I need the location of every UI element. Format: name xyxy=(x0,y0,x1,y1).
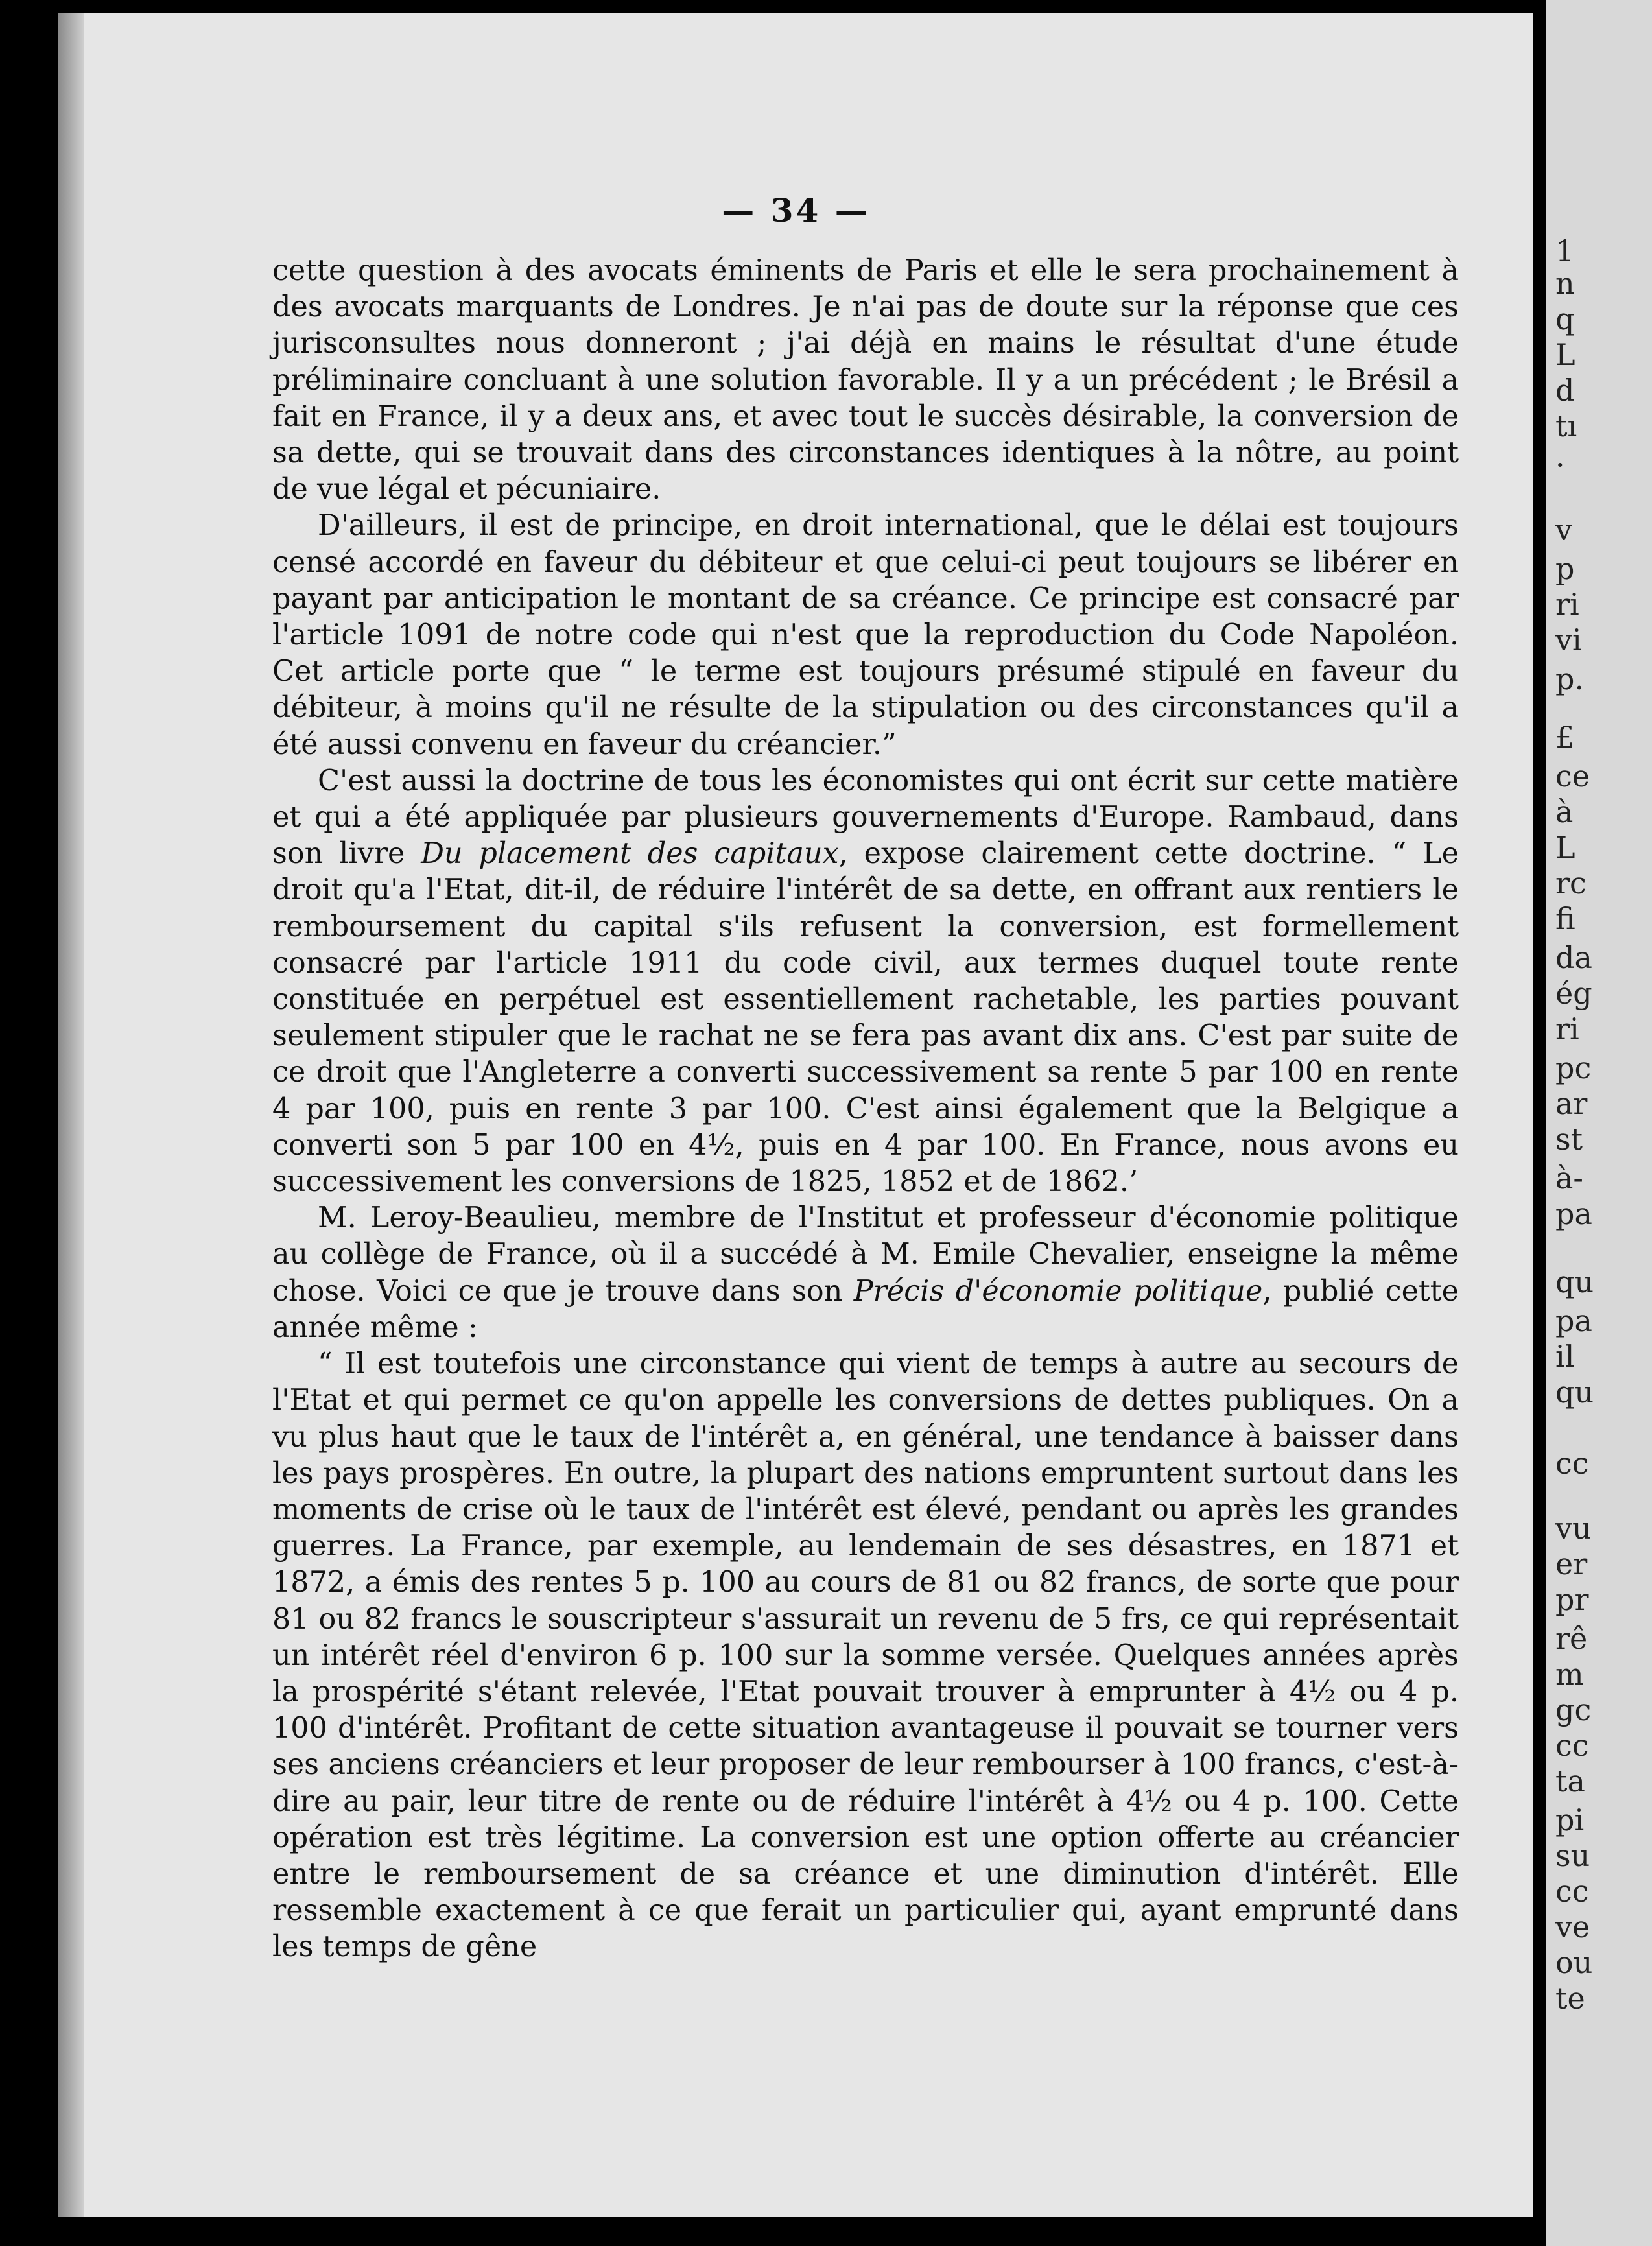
facing-page-line-fragment: st xyxy=(1555,1122,1583,1157)
facing-page-line-fragment: pa xyxy=(1555,1303,1592,1338)
book-title-italic: Précis d'économie politique xyxy=(853,1274,1263,1308)
facing-page-line-fragment: ce xyxy=(1555,759,1590,794)
facing-page-line-fragment: L xyxy=(1555,830,1575,865)
facing-page-line-fragment: n xyxy=(1555,266,1575,301)
facing-page-line-fragment: te xyxy=(1555,1981,1585,2016)
facing-page-line-fragment: da xyxy=(1555,940,1592,975)
facing-page-line-fragment: su xyxy=(1555,1838,1590,1873)
facing-page-line-fragment: p. xyxy=(1555,661,1585,696)
facing-page-line-fragment: rc xyxy=(1555,866,1587,901)
book-page xyxy=(58,13,1533,2217)
facing-page-line-fragment: q xyxy=(1555,301,1575,337)
facing-page-line-fragment: d xyxy=(1555,373,1575,408)
facing-page-line-fragment: pa xyxy=(1555,1196,1592,1231)
facing-page-line-fragment: qu xyxy=(1555,1264,1594,1299)
facing-page-line-fragment: pr xyxy=(1555,1582,1589,1617)
facing-page-line-fragment: ri xyxy=(1555,587,1579,622)
paragraph-1: cette question à des avocats éminents de Paris et elle le sera prochainement à des avocats marquants de Londres. Je n'ai pas de doute sur la réponse que ces jurisconsultes nous donneront ; j'ai déjà en mains le résultat d'une étude préliminaire concluant à une solution favorable. Il y a un précédent ; le Brésil a fait en France, il y a deux ans, et avec tout le succès désirable, la conversion de sa dette, qui se trouvait dans des circonstances identiques à la nôtre, au point de vue légal et pécuniaire. xyxy=(272,254,1459,506)
facing-page-line-fragment: vi xyxy=(1555,622,1582,657)
paragraph-2: D'ailleurs, il est de principe, en droit international, que le délai est toujours censé accordé en faveur du débiteur et que celui-ci peut toujours se libérer en payant par anticipation le montant de sa créance. Ce principe est consacré par l'article 1091 de notre code qui n'est que la reproduction du Code Napoléon. Cet article porte que “ le terme est toujours présumé stipulé en faveur du débiteur, à moins qu'il ne résulte de la stipulation ou des circonstances qu'il a été aussi convenu en faveur du créancier.” xyxy=(272,509,1459,761)
facing-page-edge xyxy=(1546,0,1652,2246)
page-number: — 34 — xyxy=(722,191,870,230)
paragraph-4-text-a: M. Leroy-Beaulieu, membre de l'Institut et professeur d'économie politique au collège de France, où il a succédé à M. Emile Chevalier, enseigne la même chose. Voici ce que je trouve dans son xyxy=(272,1201,1459,1308)
facing-page-line-fragment: cc xyxy=(1555,1728,1589,1763)
facing-page-line-fragment: pc xyxy=(1555,1050,1592,1085)
facing-page-line-fragment: er xyxy=(1555,1546,1588,1581)
paragraph-3 xyxy=(272,763,1459,1200)
facing-page-line-fragment: qu xyxy=(1555,1375,1594,1410)
facing-page-line-fragment: fi xyxy=(1555,901,1575,936)
facing-page-line-fragment: £ xyxy=(1555,720,1575,755)
facing-page-line-fragment: cc xyxy=(1555,1446,1589,1481)
facing-page-line-fragment: ve xyxy=(1555,1909,1590,1945)
facing-page-line-fragment: · xyxy=(1555,447,1565,482)
facing-page-line-fragment: ou xyxy=(1555,1945,1593,1980)
body-text xyxy=(272,253,1459,1966)
paragraph-4-text-b: , publié cette année même : xyxy=(272,1274,1459,1344)
facing-page-line-fragment: 1 xyxy=(1555,233,1575,268)
paragraph-4 xyxy=(272,1200,1459,1346)
facing-page-line-fragment: p xyxy=(1555,551,1575,586)
facing-page-line-fragment: pi xyxy=(1555,1803,1585,1838)
paragraph-5-quote: “ Il est toutefois une circonstance qui vient de temps à autre au secours de l'Etat et qui permet ce qu'on appelle les conversions de dettes publiques. On a vu plus haut que le taux de l'intérêt a, en général, une tendance à baisser dans les pays prospères. En outre, la plupart des nations empruntent surtout dans les moments de crise où le taux de l'intérêt est élevé, pendant ou après les grandes guerres. La France, par exemple, au lendemain de ses désastres, en 1871 et 1872, a émis des rentes 5 p. 100 au cours de 81 ou 82 francs, de sorte que pour 81 ou 82 francs le souscripteur s'assurait un revenu de 5 frs, ce qui représentait un intérêt réel d'environ 6 p. 100 sur la somme versée. Quelques années après la prospérité s'étant relevée, l'Etat pouvait trouver à emprunter à 4½ ou 4 p. 100 d'intérêt. Profitant de cette situation avantageuse il pouvait se tourner vers ses anciens créanciers et leur proposer de leur rembourser à 100 francs, c'est-à-dire au pair, leur titre de rente ou de réduire l'intérêt à 4½ ou 4 p. 100. Cette opération est très légitime. La conversion est une option offerte au créancier entre le remboursement de sa créance et une diminution d'intérêt. Elle ressemble exactement à ce que ferait un particulier qui, ayant emprunté dans les temps de gêne xyxy=(272,1347,1459,1964)
facing-page-line-fragment: v xyxy=(1555,512,1572,547)
facing-page-line-fragment: à xyxy=(1555,794,1574,829)
facing-page-line-fragment: gc xyxy=(1555,1692,1592,1727)
facing-page-line-fragment: L xyxy=(1555,337,1575,372)
paragraph-3-text-b: , expose clairement cette doctrine. “ Le droit qu'a l'Etat, dit-il, de réduire l'intérêt de sa dette, en offrant aux rentiers le remboursement du capital s'ils refusent la conversion, est formellement consacré par l'article 1911 du code civil, aux termes duquel toute rente constituée en perpétuel est essentiellement rachetable, les parties pouvant seulement stipuler que le rachat ne se fera pas avant dix ans. C'est par suite de ce droit que l'Angleterre a converti successivement sa rente 5 par 100 en rente 4 par 100, puis en rente 3 par 100. C'est ainsi également que la Belgique a converti son 5 par 100 en 4½, puis en 4 par 100. En France, nous avons eu successivement les conversions de 1825, 1852 et de 1862.’ xyxy=(272,837,1459,1199)
facing-page-line-fragment: cc xyxy=(1555,1874,1589,1909)
facing-page-line-fragment: m xyxy=(1555,1657,1584,1692)
facing-page-line-fragment: à- xyxy=(1555,1161,1583,1196)
facing-page-line-fragment: ta xyxy=(1555,1764,1585,1799)
paragraph-3-text-a: C'est aussi la doctrine de tous les économistes qui ont écrit sur cette matière et qui a été appliquée par plusieurs gouvernements d'Europe. Rambaud, dans son livre xyxy=(272,764,1459,871)
facing-page-line-fragment: ég xyxy=(1555,976,1592,1011)
facing-page-line-fragment: vu xyxy=(1555,1511,1592,1546)
facing-page-line-fragment: ri xyxy=(1555,1011,1579,1046)
facing-page-line-fragment: il xyxy=(1555,1339,1575,1374)
book-title-italic: Du placement des capitaux xyxy=(421,837,839,871)
facing-page-line-fragment: tı xyxy=(1555,408,1577,443)
facing-page-line-fragment: ar xyxy=(1555,1086,1588,1121)
facing-page-line-fragment: rê xyxy=(1555,1621,1588,1656)
